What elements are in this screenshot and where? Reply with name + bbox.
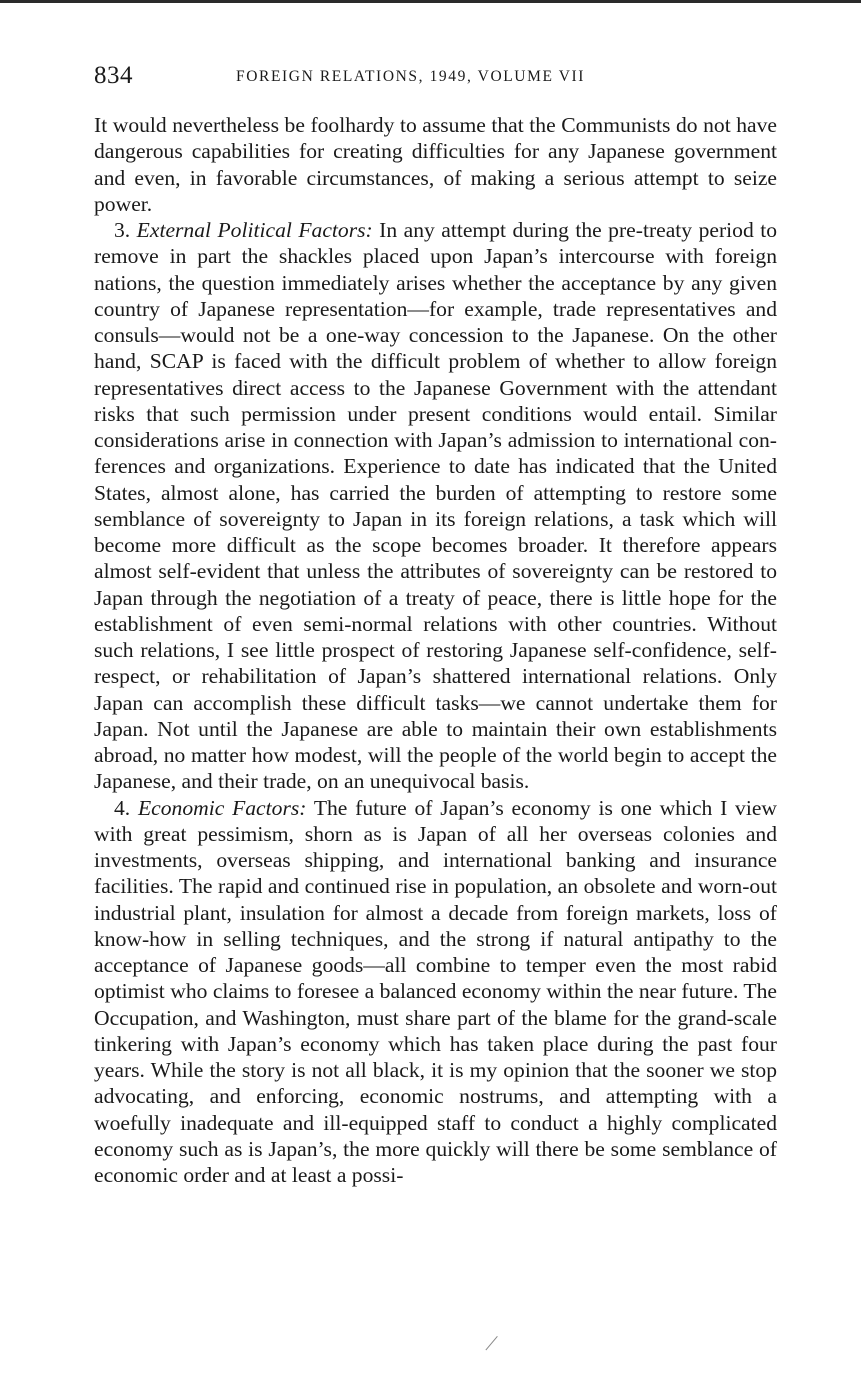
- page-number: 834: [94, 62, 133, 89]
- paragraph-economic-factors: [94, 795, 777, 1189]
- section-heading-economic: Economic Factors:: [137, 795, 307, 820]
- section-number: 3.: [114, 218, 137, 242]
- paragraph-text: The future of Japan’s economy is one which I view with great pessimism, shorn as is Japan of all her overseas colonies and investments, overseas shipping, and international banking and insurance facilities. The rapid and continued rise in population, an obsolete and worn-out industrial plant, insulation for almost a decade from foreign markets, loss of know-how in selling techniques, and the strong if natural antipathy to the acceptance of Japanese goods—all combine to temper even the most rabid optimist who claims to foresee a balanced economy within the near future. The Occupation, and Washington, must share part of the blame for the grand-scale tinkering with Japan’s economy which has taken place during the past four years. While the story is not all black, it is my opinion that the sooner we stop advocating, and enforcing, economic nostrums, and attempting with a woefully inadequate and ill-equipped staff to conduct a highly complicated economy such as is Japan’s, the more quickly will there be some semblance of economic order and at least a possi-: [94, 795, 778, 1187]
- running-head: FOREIGN RELATIONS, 1949, VOLUME VII: [236, 68, 586, 85]
- document-body: [94, 112, 777, 1188]
- section-number: 4.: [114, 795, 138, 820]
- paragraph-text: In any attempt during the pre-treaty period to remove in part the shackles placed upon Japan’s intercourse with foreign nations, the question immediately arises whether the acceptance by any given country of Japanese representation—for example, trade representatives and consuls—would not be a one-way concession to the Japanese. On the other hand, SCAP is faced with the difficult problem of whether to allow foreign representatives direct access to the Japanese Government with the attendant risks that such permission under present conditions would entail. Similar considerations arise in connection with Japan’s admission to international conferences and organizations. Experience to date has indicated that the United States, almost alone, has carried the burden of attempting to restore some semblance of sovereignty to Japan in its foreign relations, a task which will become more difficult as the scope becomes broader. It therefore appears almost self-evident that unless the attributes of sovereignty can be restored to Japan through the negotiation of a treaty of peace, there is little hope for the establishment of even semi-normal relations with other countries. Without such relations, I see little prospect of restoring Japanese self-confidence, self-respect, or rehabilitation of Japan’s shattered international relations. Only Japan can accomplish these difficult tasks—we cannot undertake them for Japan. Not until the Japanese are able to maintain their own establishments abroad, no matter how modest, will the people of the world begin to accept the Japanese, and their trade, on an unequivocal basis.: [94, 218, 778, 794]
- stray-pen-mark: [485, 1336, 497, 1350]
- page-header: [94, 62, 784, 92]
- section-heading-external-political: External Political Factors:: [136, 218, 373, 242]
- top-page-rule: [0, 0, 861, 3]
- paragraph-external-political-factors: [94, 217, 777, 795]
- paragraph-communists: It would nevertheless be foolhardy to assume that the Communists do not have dangerous capabilities for creating difficulties for any Japanese government and even, in favorable circumstances, of making a serious attempt to seize power.: [94, 113, 777, 216]
